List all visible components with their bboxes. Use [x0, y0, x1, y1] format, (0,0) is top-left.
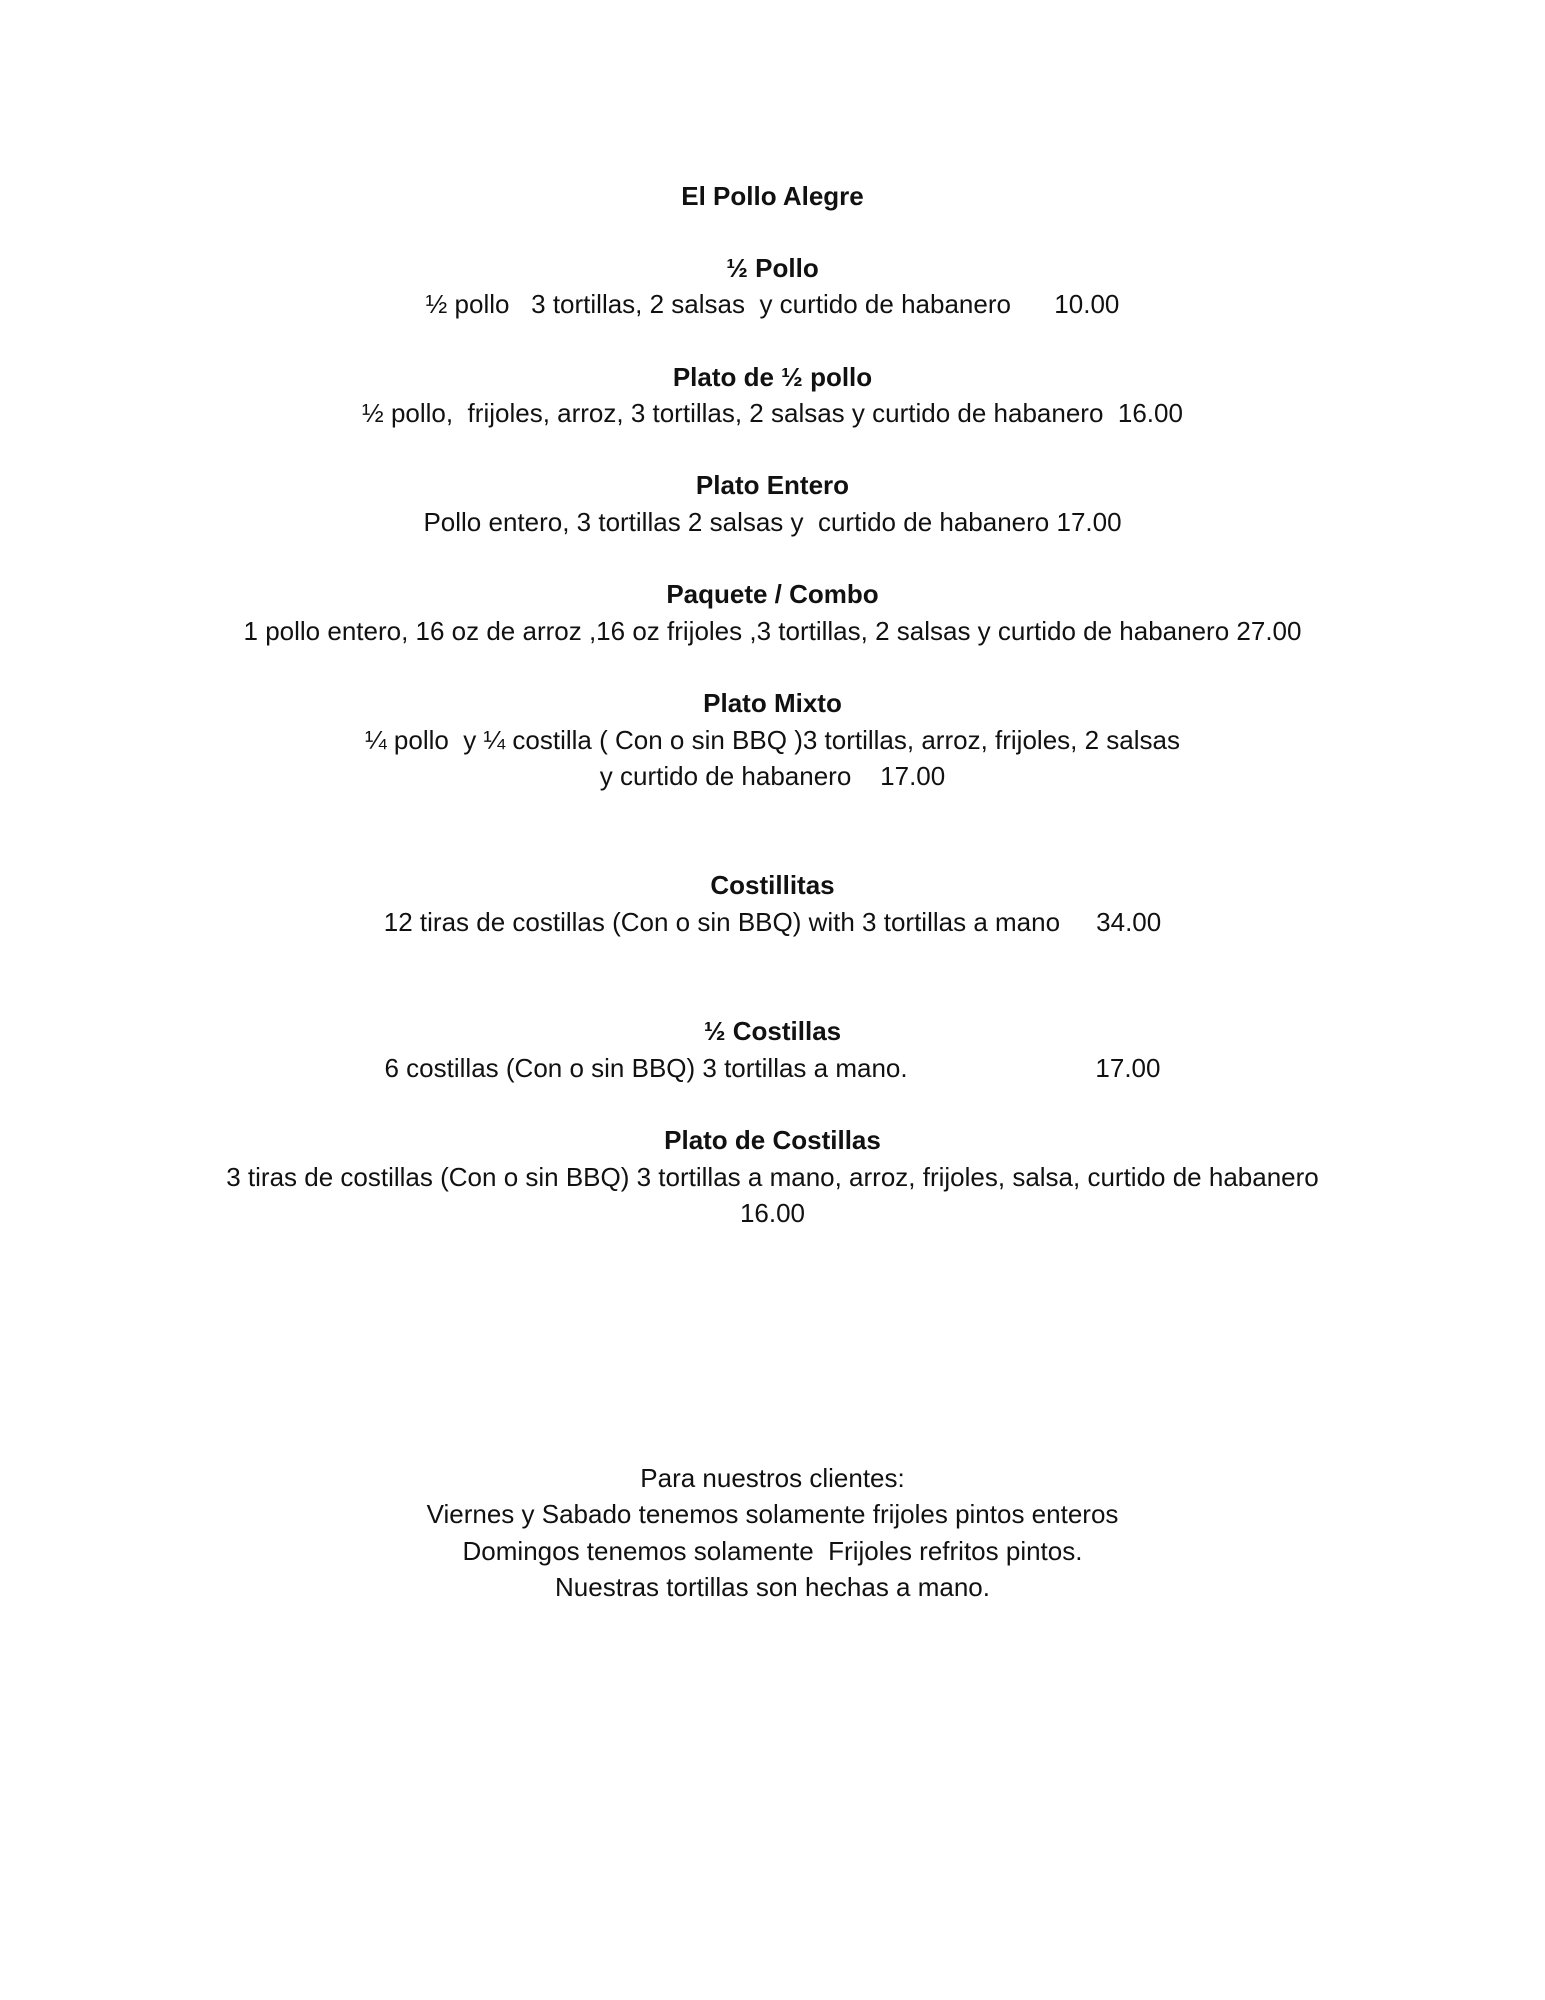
- item-description-paquete-combo: 1 pollo entero, 16 oz de arroz ,16 oz frijoles ,3 tortillas, 2 salsas y curtido de habanero 27.00: [243, 616, 1302, 646]
- item-description-plato-mixto-line2: y curtido de habanero 17.00: [599, 761, 946, 791]
- item-name-plato-entero: Plato Entero: [695, 470, 850, 500]
- item-description-plato-mixto-line1: ¼ pollo y ¼ costilla ( Con o sin BBQ )3 tortillas, arroz, frijoles, 2 salsas: [365, 725, 1180, 755]
- item-name-plato-costillas: Plato de Costillas: [664, 1125, 881, 1155]
- notes-line-sunday: Domingos tenemos solamente Frijoles refritos pintos.: [462, 1536, 1083, 1566]
- item-name-half-costillas: ½ Costillas: [703, 1016, 842, 1046]
- notes-line-handmade-tortillas: Nuestras tortillas son hechas a mano.: [555, 1572, 990, 1602]
- item-name-paquete-combo: Paquete / Combo: [666, 579, 879, 609]
- item-name-plato-half-pollo: Plato de ½ pollo: [672, 362, 873, 392]
- item-name-plato-mixto: Plato Mixto: [703, 688, 842, 718]
- item-description-plato-half-pollo: ½ pollo, frijoles, arroz, 3 tortillas, 2 salsas y curtido de habanero 16.00: [362, 398, 1183, 428]
- item-description-plato-costillas-line2: 16.00: [739, 1198, 806, 1228]
- notes-line-friday-saturday: Viernes y Sabado tenemos solamente frijoles pintos enteros: [426, 1499, 1119, 1529]
- item-description-half-costillas: 6 costillas (Con o sin BBQ) 3 tortillas a mano. 17.00: [384, 1053, 1161, 1083]
- item-description-costillitas: 12 tiras de costillas (Con o sin BBQ) with 3 tortillas a mano 34.00: [383, 907, 1162, 937]
- item-description-half-pollo: ½ pollo 3 tortillas, 2 salsas y curtido de habanero 10.00: [425, 289, 1120, 319]
- item-description-plato-costillas-line1: 3 tiras de costillas (Con o sin BBQ) 3 tortillas a mano, arroz, frijoles, salsa, curtido de habanero: [226, 1162, 1319, 1192]
- item-name-costillitas: Costillitas: [710, 870, 835, 900]
- menu-title: El Pollo Alegre: [681, 181, 864, 211]
- item-description-plato-entero: Pollo entero, 3 tortillas 2 salsas y curtido de habanero 17.00: [423, 507, 1122, 537]
- notes-heading: Para nuestros clientes:: [640, 1463, 905, 1493]
- item-name-half-pollo: ½ Pollo: [726, 253, 819, 283]
